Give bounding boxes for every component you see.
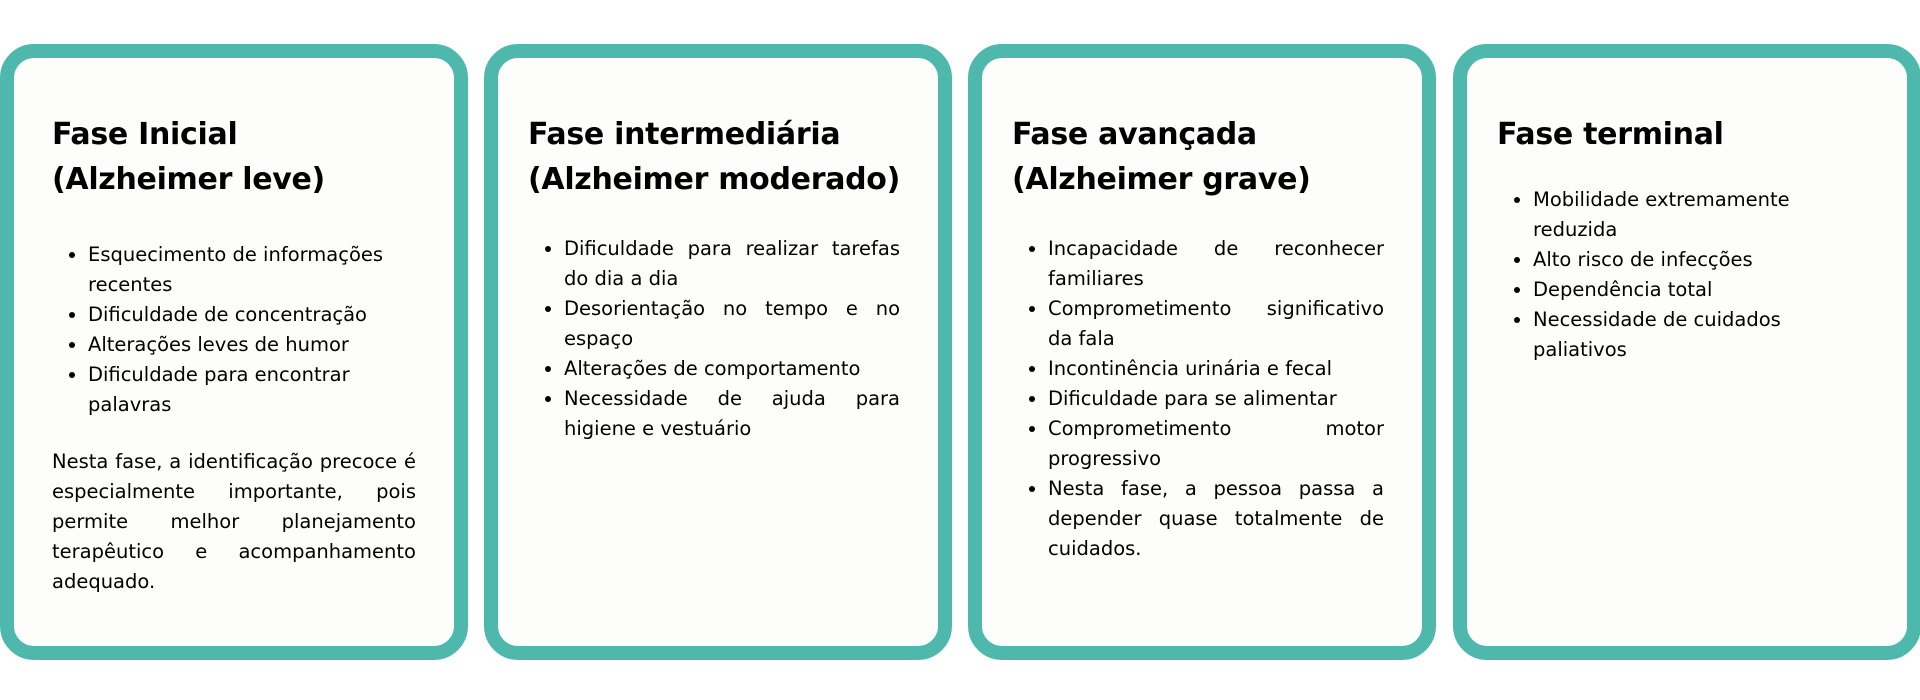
card-title [1497, 112, 1869, 157]
symptom-list [52, 240, 416, 420]
list-item: • Comprometimento motor progressivo [1048, 414, 1384, 474]
card-title-line-1: Fase avançada [1012, 117, 1257, 152]
card-title [52, 112, 416, 202]
list-item: • Dependência total [1533, 275, 1869, 305]
card-title-line-1: Fase Inicial [52, 117, 238, 152]
list-item: • Dificuldade para se alimentar [1048, 384, 1384, 414]
list-item: • Alto risco de infecções [1533, 245, 1869, 275]
symptom-list [1497, 185, 1869, 365]
list-item: • Dificuldade para encontrar palavras [88, 360, 416, 420]
card-title-line-2: (Alzheimer grave) [1012, 162, 1311, 197]
list-item: • Alterações leves de humor [88, 330, 416, 360]
card-fase-terminal [1453, 44, 1920, 660]
card-title [528, 112, 900, 202]
symptom-list [528, 234, 900, 444]
list-item: • Nesta fase, a pessoa passa a depender quase totalmente de cuidados. [1048, 474, 1384, 564]
list-item: • Incapacidade de reconhecer familiares [1048, 234, 1384, 294]
card-title-line-2: (Alzheimer moderado) [528, 162, 901, 197]
card-title-line-1: Fase intermediária [528, 117, 841, 152]
list-item: • Comprometimento significativo da fala [1048, 294, 1384, 354]
card-title [1012, 112, 1384, 202]
list-item: • Dificuldade para realizar tarefas do dia a dia [564, 234, 900, 294]
card-fase-intermediaria [484, 44, 952, 660]
card-paragraph: Nesta fase, a identificação precoce é especialmente importante, pois permite melhor planejamento terapêutico e acompanhamento adequado. [52, 450, 416, 593]
card-content [528, 112, 900, 444]
card-title-line-1: Fase terminal [1497, 117, 1724, 152]
card-content [52, 112, 416, 597]
list-item: • Dificuldade de concentração [88, 300, 416, 330]
card-content [1497, 112, 1869, 365]
list-item: • Incontinência urinária e fecal [1048, 354, 1384, 384]
card-fase-avancada [968, 44, 1436, 660]
card-fase-inicial [0, 44, 468, 660]
list-item: • Necessidade de ajuda para higiene e vestuário [564, 384, 900, 444]
symptom-list [1012, 234, 1384, 564]
list-item: • Esquecimento de informações recentes [88, 240, 416, 300]
list-item: • Necessidade de cuidados paliativos [1533, 305, 1869, 365]
card-content [1012, 112, 1384, 564]
card-title-line-2: (Alzheimer leve) [52, 162, 325, 197]
list-item: • Desorientação no tempo e no espaço [564, 294, 900, 354]
list-item: • Mobilidade extremamente reduzida [1533, 185, 1869, 245]
list-item: • Alterações de comportamento [564, 354, 900, 384]
